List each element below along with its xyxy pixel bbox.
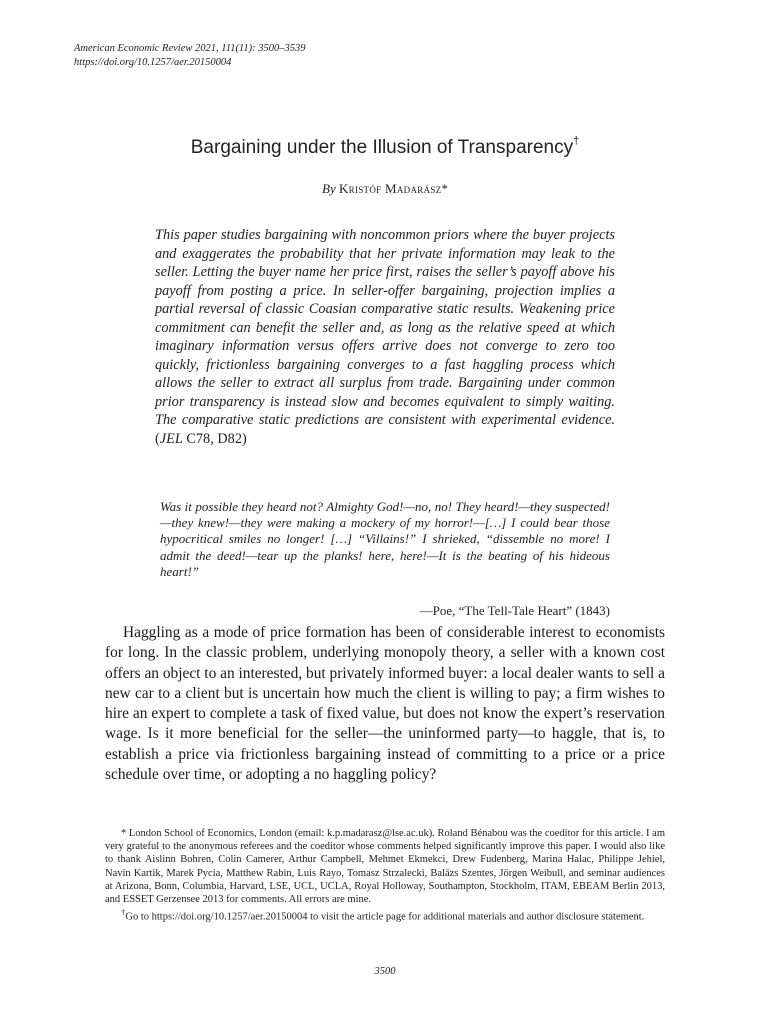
title-footnote-mark[interactable]: † <box>573 135 580 147</box>
author-byline <box>0 181 770 197</box>
jel-label: JEL <box>159 430 183 447</box>
paper-title <box>0 135 770 159</box>
journal-citation: American Economic Review 2021, 111(11): 3500–3539 <box>74 43 306 54</box>
footnote-dagger-mark: † <box>121 907 126 918</box>
paper-title-text: Bargaining under the Illusion of Transparency <box>190 137 574 158</box>
byline-by: By <box>322 181 336 196</box>
footnote-dagger-text[interactable]: Go to https://doi.org/10.1257/aer.20150004 to visit the article page for additional materials and author disclosure statement. <box>125 911 645 923</box>
page-number: 3500 <box>374 966 396 977</box>
footnote-author: * London School of Economics, London (email: k.p.madarasz@lse.ac.uk). Roland Bénabou was the coeditor for this article. I am very grateful to the anonymous referees and the coeditor whose comments helped significantly improve this paper. I would also like to thank Aislinn Bohren, Colin Camerer, Arthur Campbell, Mehmet Ekmekci, Drew Fudenberg, Marina Halac, Philippe Jehiel, Navin Kartik, Marek Pycia, Matthew Rabin, Luis Rayo, Tomasz Strzalecki, Balázs Szentes, Jörgen Weibull, and seminar audiences at Arizona, Bonn, Columbia, Harvard, LSE, UCL, UCLA, Royal Holloway, Southampton, Stockholm, ITAM, EBEAM Berlin 2013, and ESSET Gerzensee 2013 for comments. All errors are mine. <box>105 828 665 906</box>
jel-codes <box>155 431 247 447</box>
footnotes <box>105 827 665 924</box>
epigraph-attribution: —Poe, “The Tell-Tale Heart” (1843) <box>419 603 610 618</box>
epigraph-quote: Was it possible they heard not? Almighty God!—no, no! They heard!—they suspected!—they knew!—they were making a mockery of my horror!—[…] I could bear those hypocritical smiles no longer! […] “Villains!” I shrieked, “dissemble no more! I admit the deed!—tear up the planks! here, here!—It is the beating of his hideous heart!” <box>160 499 610 579</box>
abstract <box>155 226 615 448</box>
jel-code-list: C78, D82) <box>182 430 247 447</box>
author-footnote-mark[interactable]: * <box>441 181 448 196</box>
doi-link[interactable]: https://doi.org/10.1257/aer.20150004 <box>74 57 232 68</box>
author-name: Kristóf Madarász <box>338 181 442 196</box>
abstract-text: This paper studies bargaining with noncommon priors where the buyer projects and exaggerates the probability that her private information may leak to the seller. Letting the buyer name her price first, raises the seller’s payoff above his payoff from posting a price. In seller-offer bargaining, projection implies a partial reversal of classic Coasian comparative static results. Weakening price commitment can benefit the seller and, as long as the relative speed at which imaginary information versus offers arrive does not converge to zero too quickly, frictionless bargaining converges to a fast haggling process which allows the seller to extract all surplus from trade. Bargaining under common prior transparency is instead slow and becomes equivalent to simply waiting. The comparative static predictions are consistent with experimental evidence. <box>155 227 615 428</box>
jel-open-paren: ( <box>155 430 160 447</box>
journal-header <box>74 42 306 70</box>
footnote-dagger <box>105 906 665 924</box>
body-paragraph: Haggling as a mode of price formation has been of considerable interest to economists for long. In the classic problem, underlying monopoly theory, a seller with a known cost offers an object to an interested, but privately informed buyer: a local dealer wants to sell a new car to a client but is uncertain how much the client is willing to pay; a firm wishes to hire an expert to complete a task of fixed value, but does not know the expert’s reservation wage. Is it more beneficial for the seller—the uninformed party—to haggle, that is, to establish a price via frictionless bargaining instead of committing to a price or a price schedule over time, or adopting a no haggling policy? <box>105 624 665 784</box>
